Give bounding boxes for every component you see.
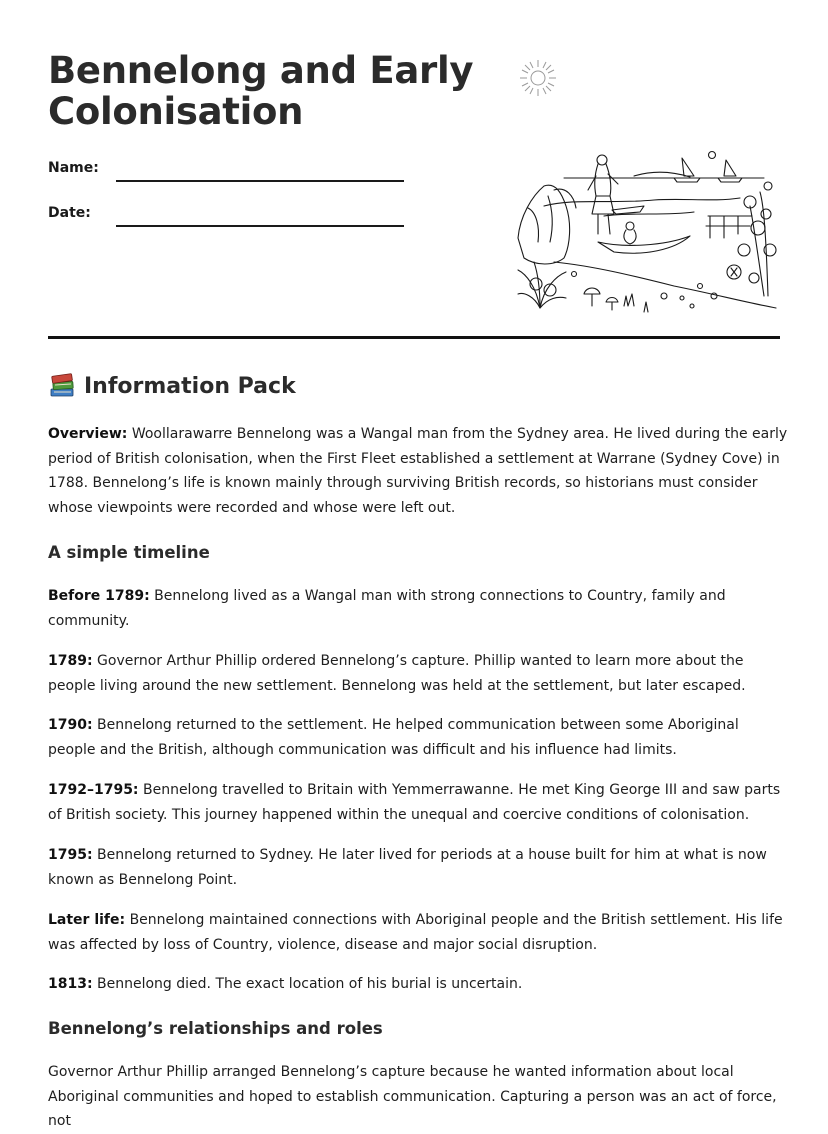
relationships-paragraph: Governor Arthur Phillip arranged Bennelong’s capture because he wanted information about local Aboriginal communities and hoped to establish communication. Capturing a person was an act of force, not bbox=[48, 1064, 777, 1129]
timeline-entry-text: Bennelong travelled to Britain with Yemmerrawanne. He met King George III and saw parts of British society. This journey happened within the unequal and coercive conditions of colonisation. bbox=[48, 782, 781, 823]
timeline-entry bbox=[48, 778, 788, 827]
timeline-entry-text: Bennelong died. The exact location of his burial is uncertain. bbox=[92, 976, 523, 992]
sun-illustration bbox=[518, 58, 558, 98]
harbour-scene-illustration bbox=[514, 146, 778, 316]
info-pack-title: Information Pack bbox=[84, 373, 296, 399]
timeline-entry bbox=[48, 972, 788, 997]
name-label: Name: bbox=[48, 160, 99, 176]
timeline-entry bbox=[48, 908, 788, 957]
timeline-heading: A simple timeline bbox=[48, 543, 210, 562]
date-label: Date: bbox=[48, 205, 91, 221]
timeline-entry-text: Bennelong returned to Sydney. He later lived for periods at a house built for him at what is now known as Bennelong Point. bbox=[48, 847, 767, 888]
overview-text: Woollarawarre Bennelong was a Wangal man from the Sydney area. He lived during the early period of British colonisation, when the First Fleet established a settlement at Warrane (Sydney Cove) in 1788. Bennelong’s life is known mainly through surviving British records, so historians must consider whose viewpoints were recorded and whose were left out. bbox=[48, 426, 788, 516]
timeline-entry-label: Later life: bbox=[48, 912, 126, 928]
relationships-heading: Bennelong’s relationships and roles bbox=[48, 1019, 383, 1038]
timeline-entry-text: Bennelong maintained connections with Aboriginal people and the British settlement. His life was affected by loss of Country, violence, disease and major social disruption. bbox=[48, 912, 783, 953]
timeline-entry-label: 1790: bbox=[48, 717, 93, 733]
timeline-entry-label: 1789: bbox=[48, 653, 93, 669]
books-icon bbox=[48, 373, 76, 399]
timeline-entry bbox=[48, 843, 788, 892]
timeline-entry-text: Bennelong lived as a Wangal man with strong connections to Country, family and community. bbox=[48, 588, 726, 629]
info-pack-heading bbox=[48, 373, 296, 399]
timeline-entry bbox=[48, 649, 788, 698]
timeline-entry-label: 1813: bbox=[48, 976, 93, 992]
timeline-entry-label: Before 1789: bbox=[48, 588, 150, 604]
page-title: Bennelong and Early Colonisation bbox=[48, 49, 474, 133]
overview-paragraph bbox=[48, 422, 788, 520]
timeline-entry-label: 1792–1795: bbox=[48, 782, 139, 798]
timeline-entry bbox=[48, 713, 788, 762]
timeline-entry bbox=[48, 584, 788, 633]
timeline-entry-text: Bennelong returned to the settlement. He helped communication between some Aboriginal people and the British, although communication was difficult and his influence had limits. bbox=[48, 717, 739, 758]
timeline-entry-label: 1795: bbox=[48, 847, 93, 863]
date-field[interactable] bbox=[116, 225, 404, 227]
timeline-entry-text: Governor Arthur Phillip ordered Bennelong’s capture. Phillip wanted to learn more about the people living around the new settlement. Bennelong was held at the settlement, but later escaped. bbox=[48, 653, 746, 694]
name-field[interactable] bbox=[116, 180, 404, 182]
header-divider bbox=[48, 336, 780, 339]
overview-label: Overview: bbox=[48, 426, 128, 442]
